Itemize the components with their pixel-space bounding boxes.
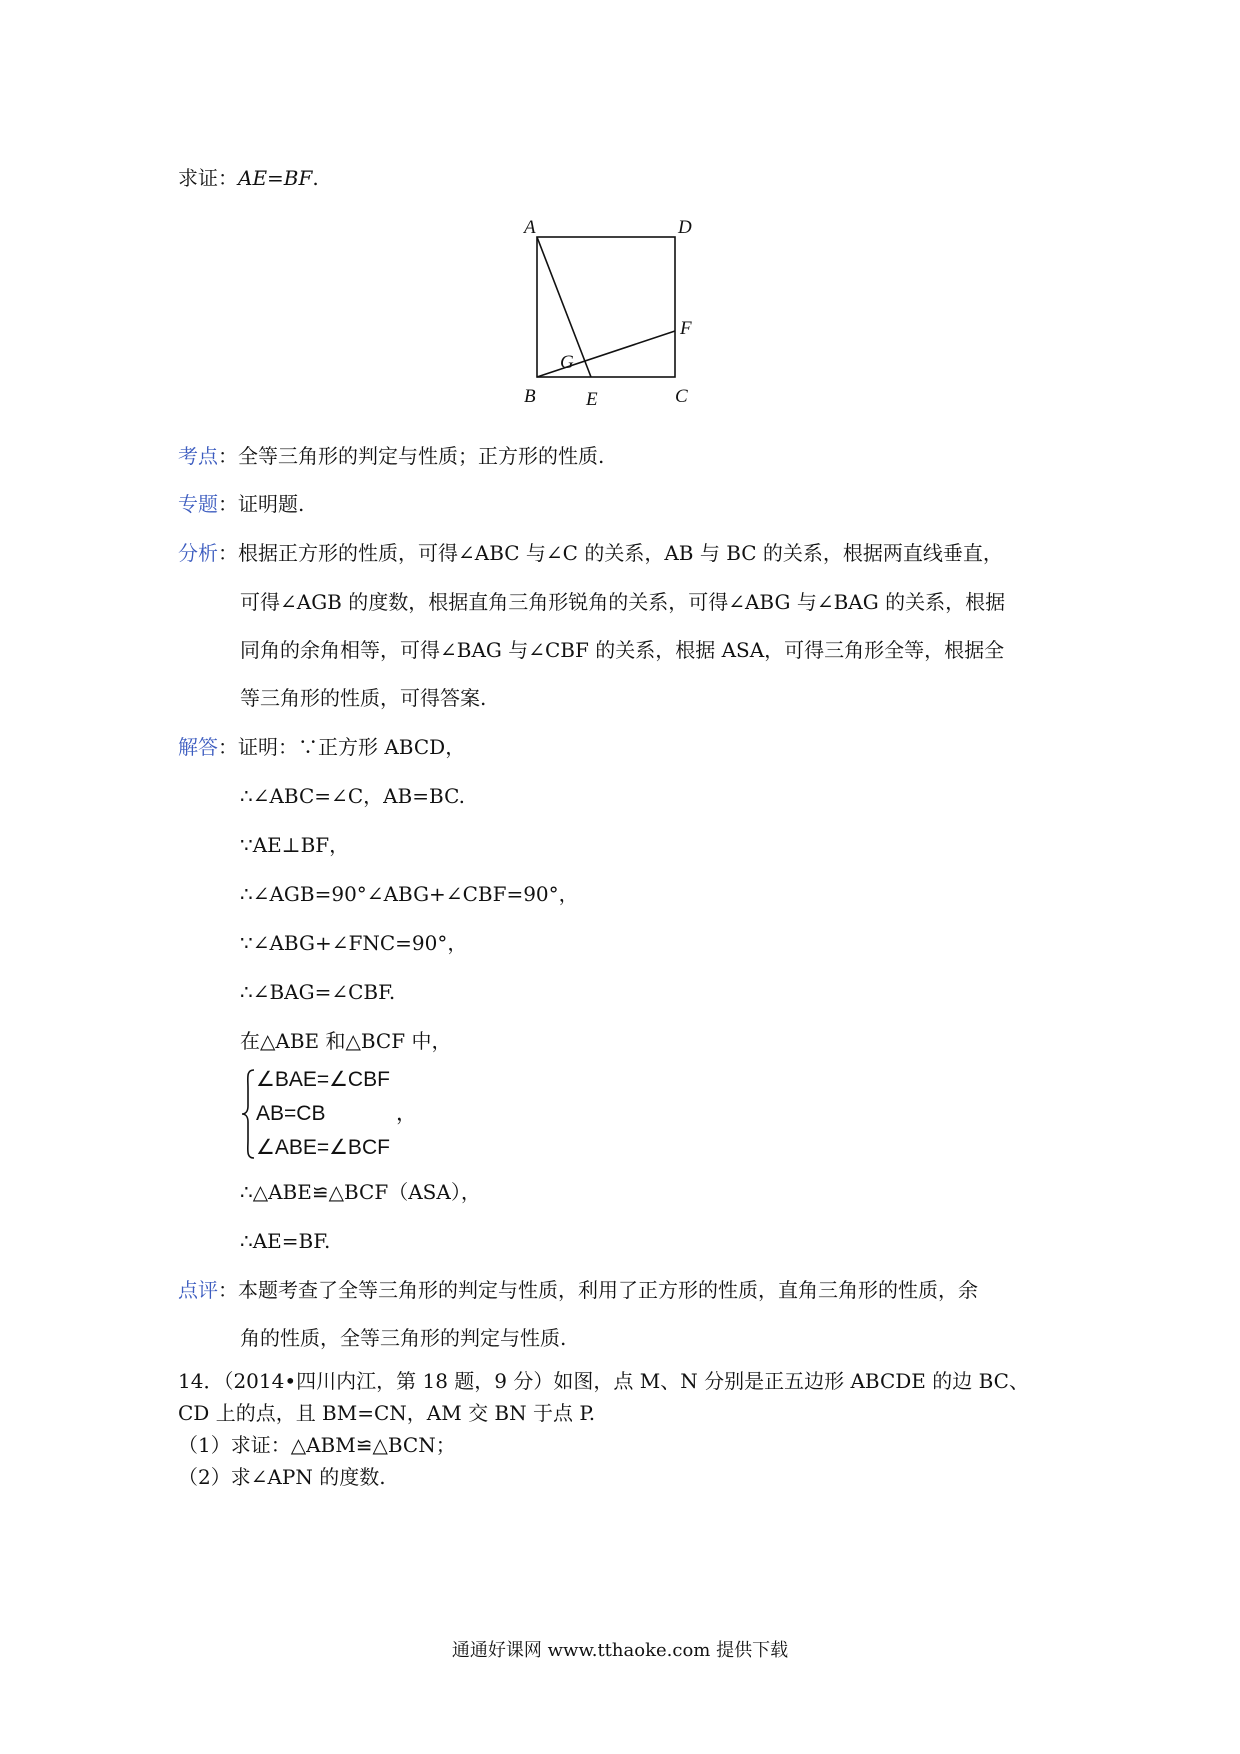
left-brace-icon <box>240 1068 256 1160</box>
congruence-system <box>240 1068 460 1160</box>
system-row: ∠ABE=∠BCF <box>256 1136 390 1159</box>
system-comma: ， <box>396 1102 417 1125</box>
geometry-figure <box>520 212 720 412</box>
fenxi-line-1: 分析：根据正方形的性质，可得∠ABC 与∠C 的关系，AB 与 BC 的关系，根据两直线垂直， <box>178 541 1003 565</box>
proof-step: ∵∠ABG+∠FNC=90°， <box>240 931 468 955</box>
system-row: ∠BAE=∠CBF <box>256 1068 390 1091</box>
zhuanti-line: 专题：证明题. <box>178 492 305 516</box>
label-c: C <box>675 386 688 407</box>
jieda-label: 解答 <box>178 735 218 759</box>
label-b: B <box>524 386 536 407</box>
system-row: AB=CB <box>256 1102 326 1125</box>
proof-step: ∴∠BAG=∠CBF. <box>240 980 396 1004</box>
proof-step: ∴∠ABC=∠C，AB=BC. <box>240 784 466 808</box>
zhuanti-label: 专题 <box>178 492 218 516</box>
problem-14-line: （2）求∠APN 的度数. <box>178 1465 386 1489</box>
problem-14-line: （1）求证：△ABM≌△BCN； <box>178 1433 456 1457</box>
fenxi-line-4: 等三角形的性质，可得答案. <box>240 686 487 710</box>
proof-step: ∵AE⊥BF， <box>240 833 350 857</box>
dianping-line-2: 角的性质，全等三角形的判定与性质. <box>240 1326 567 1350</box>
proof-conclusion: ∴△ABE≌△BCF（ASA）， <box>240 1180 481 1204</box>
label-e: E <box>586 389 598 410</box>
proof-conclusion: ∴AE=BF. <box>240 1229 331 1253</box>
page-footer: 通通好课网 www.tthaoke.com 提供下载 <box>451 1640 789 1661</box>
label-g: G <box>560 352 574 373</box>
kaodian-line: 考点：全等三角形的判定与性质；正方形的性质. <box>178 444 605 468</box>
label-f: F <box>680 318 692 339</box>
label-d: D <box>678 217 692 238</box>
prove-statement: 求证：AE=BF. <box>178 166 319 190</box>
fenxi-line-3: 同角的余角相等，可得∠BAG 与∠CBF 的关系，根据 ASA，可得三角形全等，根据全 <box>240 638 1005 662</box>
fenxi-label: 分析 <box>178 541 218 565</box>
label-a: A <box>524 217 536 238</box>
problem-14-line: 14．（2014•四川内江，第 18 题，9 分）如图，点 M、N 分别是正五边形 ABCDE 的边 BC、 <box>178 1369 1029 1393</box>
square-abcd <box>537 237 675 377</box>
segment-bf <box>537 331 675 377</box>
problem-14-line: CD 上的点，且 BM=CN，AM 交 BN 于点 P. <box>178 1401 596 1425</box>
jieda-line-1: 解答：证明：∵正方形 ABCD， <box>178 735 466 759</box>
dianping-line-1: 点评：本题考查了全等三角形的判定与性质，利用了正方形的性质，直角三角形的性质，余 <box>178 1278 978 1302</box>
proof-step: 在△ABE 和△BCF 中， <box>240 1029 452 1053</box>
dianping-label: 点评 <box>178 1278 218 1302</box>
kaodian-label: 考点 <box>178 444 218 468</box>
fenxi-line-2: 可得∠AGB 的度数，根据直角三角形锐角的关系，可得∠ABG 与∠BAG 的关系，根据 <box>240 590 1006 614</box>
proof-step: ∴∠AGB=90°∠ABG+∠CBF=90°， <box>240 882 579 906</box>
